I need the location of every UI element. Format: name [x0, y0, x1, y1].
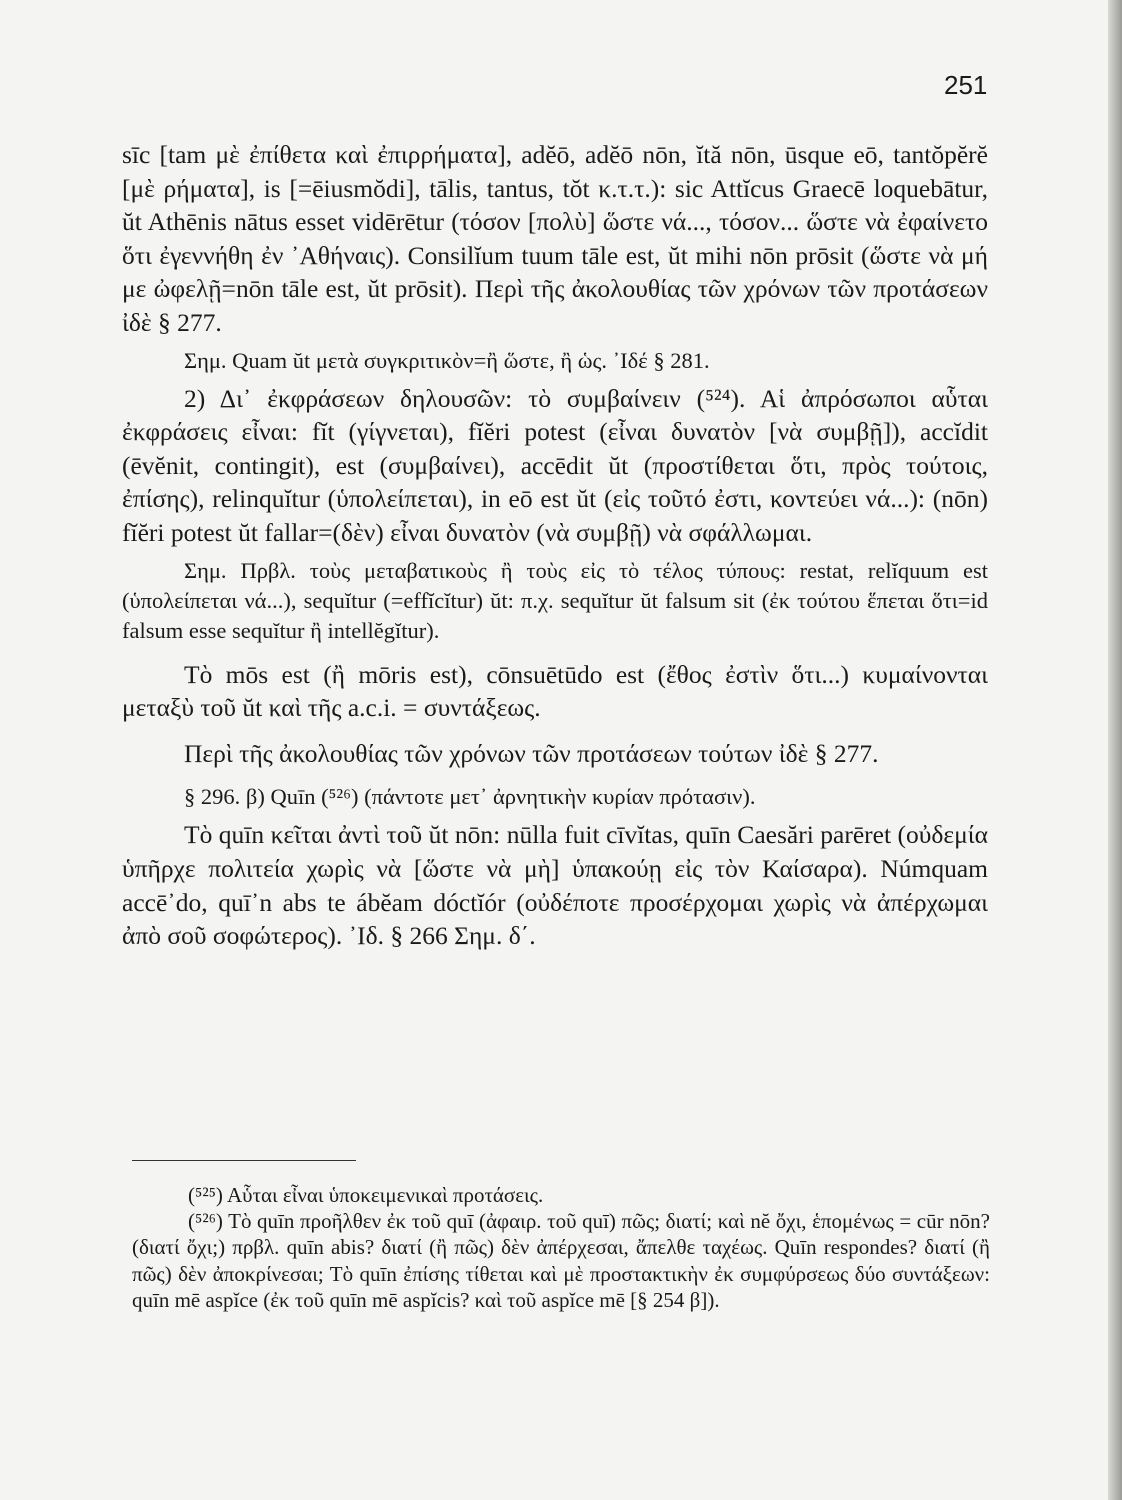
- footnote-526: (⁵²⁶) Τὸ quīn προῆλθεν ἐκ τοῦ quī (ἀφαιρ. τοῦ quī) πῶς; διατί; καὶ nĕ ὄχι, ἑπομένως = cūr nōn? (διατί ὄχι;) πρβλ. quīn abis? διατί (ἢ πῶς) δὲν ἀπέρχεσαι, ἄπελθε ταχέως. Quīn respondes? διατί (ἢ πῶς) δὲν ἀποκρίνεσαι; Τὸ quīn ἐπίσης τίθεται καὶ μὲ προστακτικὴν ἐκ συμφύρσεως δύο συντάξεων: quīn mē aspĭce (ἐκ τοῦ quīn mē aspĭcis? καὶ τοῦ aspĭce mē [§ 254 β]).: [132, 1209, 990, 1312]
- paragraph-tense-sequence: Περὶ τῆς ἀκολουθίας τῶν χρόνων τῶν προτάσεων τούτων ἰδὲ § 277.: [184, 738, 879, 768]
- page-edge: [1108, 0, 1122, 1500]
- note-quam-ut: Σημ. Quam ŭt μετὰ συγκριτικὸν=ἢ ὥστε, ἢ ὡς. ᾿Ιδέ § 281.: [184, 347, 710, 373]
- note-transitional-forms: Σημ. Πρβλ. τοὺς μεταβατικοὺς ἢ τοὺς εἰς τὸ τέλος τύπους: restat, relĭquum est (ὑπολείπεται νά...), sequĭtur (=effĭcĭtur) ŭt: π.χ. sequĭtur ŭt falsum sit (ἐκ τούτου ἕπεται ὅτι=id falsum esse sequĭtur ἢ intellĕgĭtur).: [122, 557, 988, 643]
- paragraph-quin: Τὸ quīn κεῖται ἀντὶ τοῦ ŭt nōn: nūlla fuit cīvĭtas, quīn Caesări parēret (οὐδεμία ὑπῆρχε πολιτεία χωρὶς νὰ [ὥστε νὰ μὴ] ὑπακούῃ εἰς τὸν Καίσαρα). Númquam accē᾿do, quī᾿n abs te ábĕam dóctĭór (οὐδέποτε προσέρχομαι χωρὶς νὰ ἀπέρχωμαι ἀπὸ σοῦ σοφώτερος). ᾿Ιδ. § 266 Σημ. δ΄.: [122, 820, 988, 951]
- body-text: [122, 138, 988, 953]
- paragraph-mos-est: Τὸ mōs est (ἢ mōris est), cōnsuētūdo est (ἔθος ἐστὶν ὅτι...) κυμαίνονται μεταξὺ τοῦ ŭt καὶ τῆς a.c.i. = συντάξεως.: [122, 659, 988, 723]
- section-heading-296: § 296. β) Quīn (⁵²⁶) (πάντοτε μετ᾿ ἀρνητικὴν κυρίαν πρότασιν).: [184, 784, 756, 810]
- footnotes: [132, 1182, 990, 1313]
- footnote-divider: [132, 1160, 356, 1161]
- footnote-525: (⁵²⁵) Αὗται εἶναι ὑποκειμενικαὶ προτάσεις.: [188, 1183, 544, 1207]
- paragraph-sic-tam: sīc [tam μὲ ἐπίθετα καὶ ἐπιρρήματα], adĕō, adĕō nōn, ĭtă nōn, ūsque eō, tantŏpĕrĕ [μὲ ρήματα], is [=ēiusmŏdi], tālis, tantus, tŏt κ.τ.τ.): sic Attĭcus Graecē loquebātur, ŭt Athēnis nātus esset vidērētur (τόσον [πολὺ] ὥστε νά..., τόσον... ὥστε νὰ ἐφαίνετο ὅτι ἐγεννήθη ἐν ᾿Αθήναις). Consilĭum tuum tāle est, ŭt mihi nōn prōsit (ὥστε νὰ μή με ὠφελῇ=nōn tāle est, ŭt prōsit). Περὶ τῆς ἀκολουθίας τῶν χρόνων τῶν προτάσεων ἰδὲ § 277.: [122, 140, 988, 337]
- paragraph-impersonal-expressions: 2) Δι᾿ ἐκφράσεων δηλουσῶν: τὸ συμβαίνειν (⁵²⁴). Αἱ ἀπρόσωποι αὗται ἐκφράσεις εἶναι: fĭt (γίγνεται), fĭĕri potest (εἶναι δυνατὸν [νὰ συμβῇ]), accĭdit (ēvĕnit, contingit), est (συμβαίνει), accēdit ŭt (προστίθεται ὅτι, πρὸς τούτοις, ἐπίσης), relinquĭtur (ὑπολείπεται), in eō est ŭt (εἰς τοῦτό ἐστι, κοντεύει νά...): (nōn) fĭĕri potest ŭt fallar=(δὲν) εἶναι δυνατὸν (νὰ συμβῇ) νὰ σφάλλωμαι.: [122, 383, 988, 547]
- page-number: 251: [944, 70, 988, 100]
